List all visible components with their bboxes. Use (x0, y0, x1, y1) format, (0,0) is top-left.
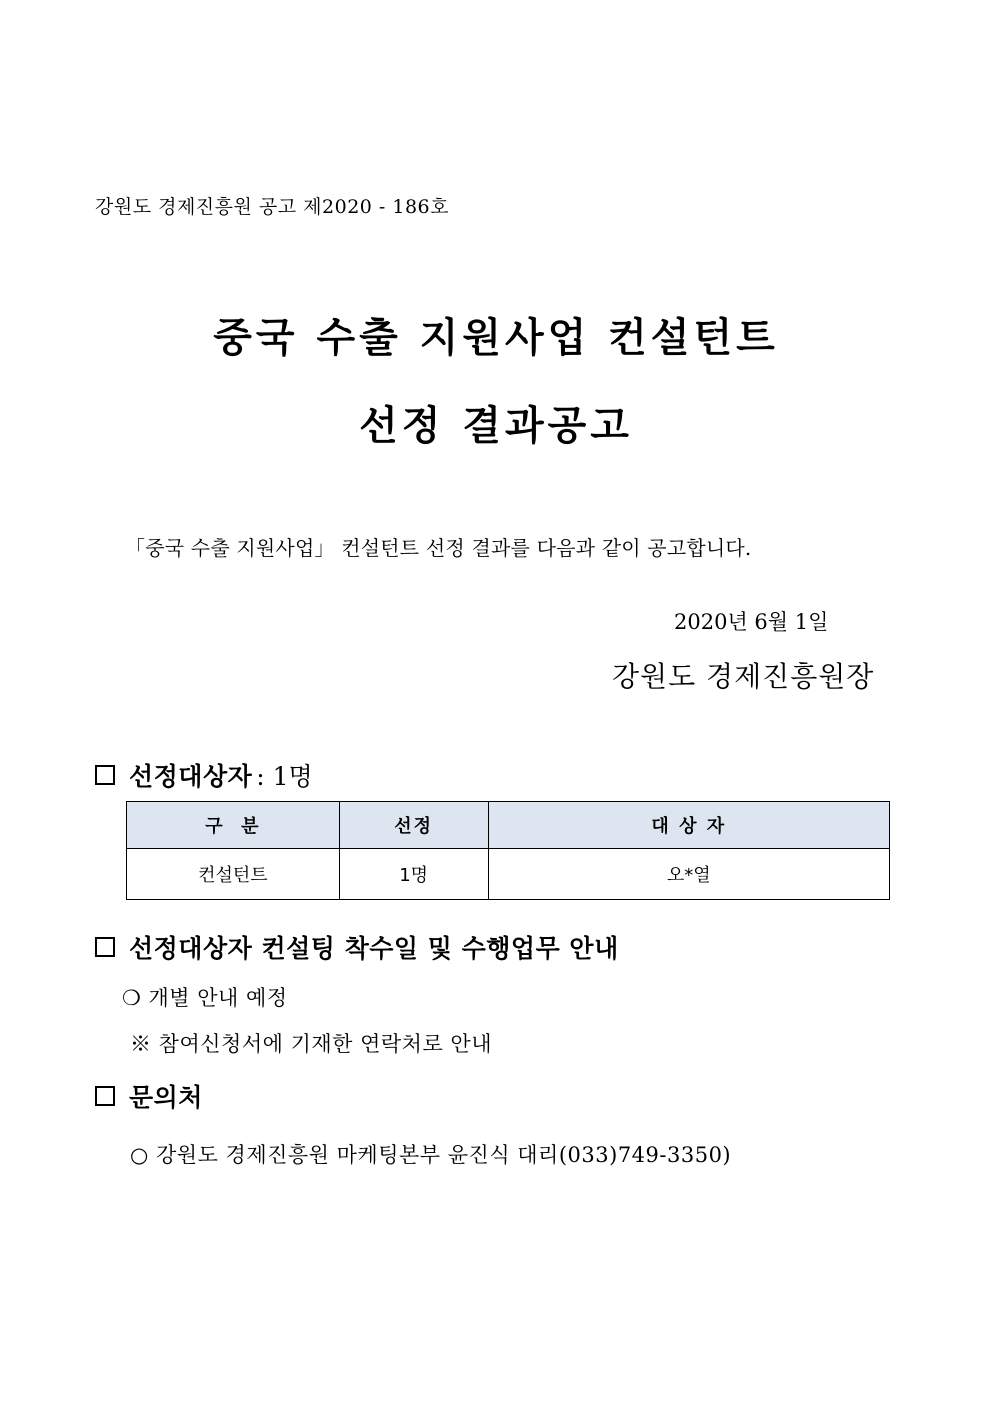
section-contact (95, 1078, 203, 1114)
section-selection (95, 757, 313, 793)
intro-text: 「중국 수출 지원사업」 컨설턴트 선정 결과를 다음과 같이 공고합니다. (125, 536, 752, 560)
table-row (127, 849, 890, 900)
table-header-selection: 선정 (339, 802, 488, 849)
table-header-row (127, 802, 890, 849)
section-selection-heading: 선정대상자 (129, 762, 253, 791)
table-header-category: 구 분 (127, 802, 340, 849)
issuer-name: 강원도 경제진흥원장 (612, 660, 875, 693)
selection-result-table (126, 801, 890, 900)
notice-number: 강원도 경제진흥원 공고 제2020 - 186호 (95, 196, 449, 218)
title-line-2: 선정 결과공고 (359, 402, 633, 449)
title-line-1: 중국 수출 지원사업 컨설턴트 (213, 314, 779, 361)
bullet-contact-info: ○ 강원도 경제진흥원 마케팅본부 윤진식 대리(033)749-3350) (130, 1143, 732, 1167)
section-selection-count: : 1명 (256, 762, 313, 791)
bullet-individual-notice: ❍ 개별 안내 예정 (122, 986, 288, 1010)
checkbox-icon (95, 1086, 115, 1106)
table-cell-target: 오*열 (488, 849, 889, 900)
table-cell-category: 컨설턴트 (127, 849, 340, 900)
table-cell-selection: 1명 (339, 849, 488, 900)
table-header-target: 대 상 자 (488, 802, 889, 849)
bullet-note: ※ 참여신청서에 기재한 연락처로 안내 (130, 1032, 492, 1056)
checkbox-icon (95, 765, 115, 785)
section-consulting-heading: 선정대상자 컨설팅 착수일 및 수행업무 안내 (129, 934, 619, 963)
section-contact-heading: 문의처 (129, 1083, 203, 1112)
checkbox-icon (95, 937, 115, 957)
section-consulting (95, 929, 619, 965)
announcement-date: 2020년 6월 1일 (674, 610, 829, 634)
